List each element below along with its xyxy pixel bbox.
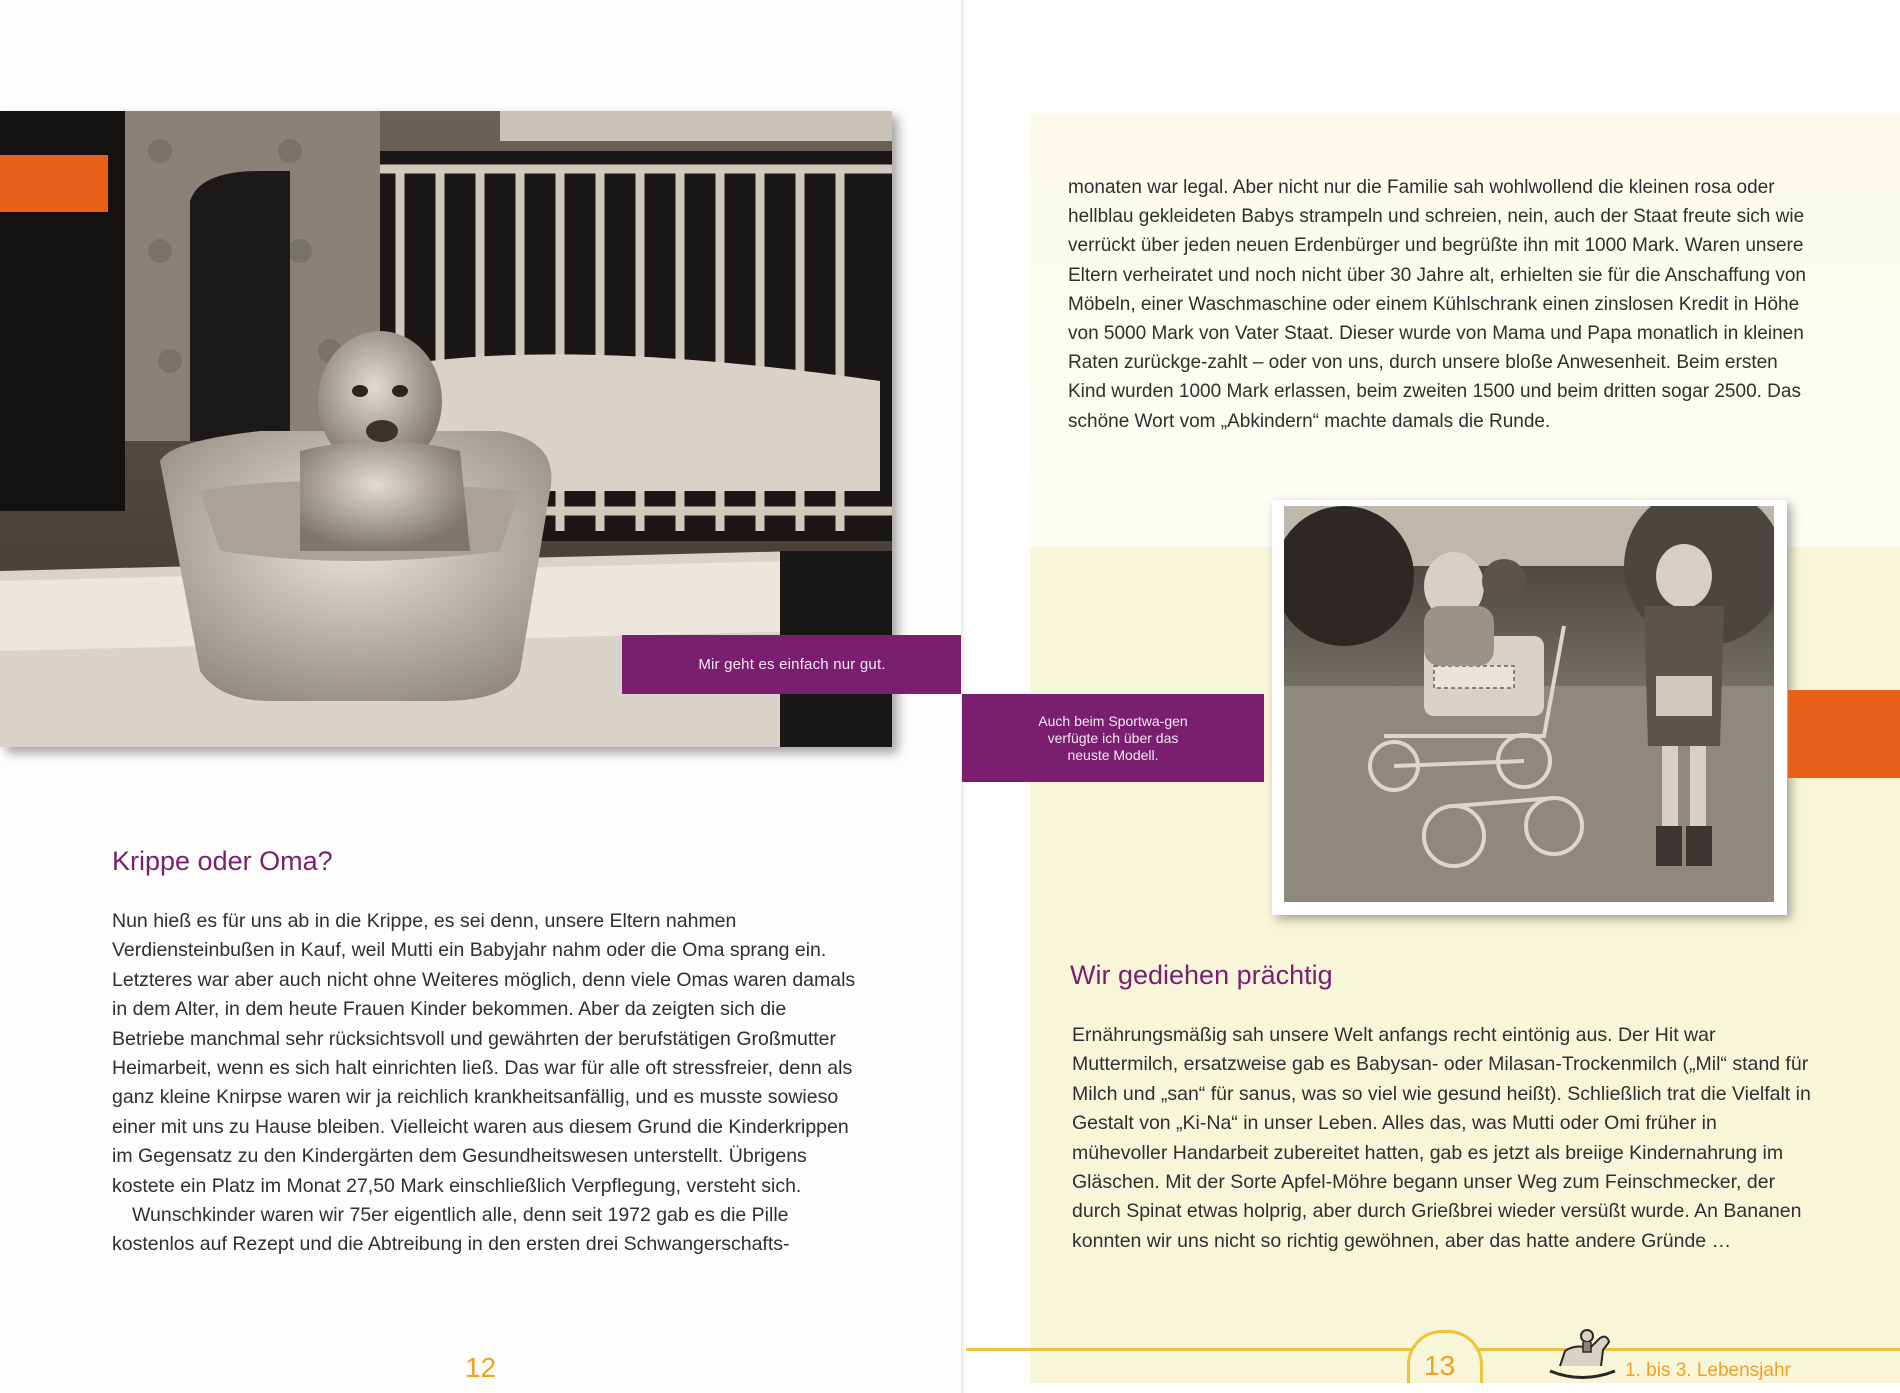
stroller-photo-frame [1272, 500, 1787, 915]
photo-caption-left [622, 635, 962, 694]
rocking-horse-icon [1545, 1326, 1620, 1381]
right-intro-text [1068, 173, 1816, 436]
page-number-left: 12 [465, 1352, 497, 1383]
photo-caption-right-text: Auch beim Sportwa-gen verfügte ich über das neuste Modell. [1038, 712, 1188, 763]
photo-caption-right [962, 694, 1264, 782]
photo-caption-left-text: Mir geht es einfach nur gut. [698, 656, 886, 673]
orange-accent-tab-right [1788, 690, 1900, 778]
right-intro-paragraph: monaten war legal. Aber nicht nur die Familie sah wohlwollend die kleinen rosa oder hellblau gekleideten Babys strampeln und schreien, nein, auch der Staat freute sich wie verrückt über jeden neuen Erdenbürger und begrüßte ihn mit 1000 Mark. Waren unsere Eltern verheiratet und noch nicht über 30 Jahre alt, erhielten sie für die Anschaffung von Möbeln, einer Waschmaschine oder einem Kühlschrank einen zinslosen Kredit in Höhe von 5000 Mark von Vater Staat. Dieser wurde von Mama und Papa monatlich in kleinen Raten zurückge-zahlt – oder von uns, durch unsere bloße Anwesenheit. Beim ersten Kind wurden 1000 Mark erlassen, beim zweiten 1500 und beim dritten sogar 2500. Das schöne Wort vom „Abkindern“ machte damals die Runde. [1068, 177, 1806, 432]
right-paragraph: Ernährungsmäßig sah unsere Welt anfangs recht eintönig aus. Der Hit war Muttermilch, ersatzweise gab es Babysan- oder Milasan-Trockenmilch („Mil“ stand für Milch und „san“ für sanus, was so viel wie gesund heißt). Schließlich trat die Vielfalt in Gestalt von „Ki-Na“ in unser Leben. Alles das, was Mutti oder Omi früher in mühevoller Handarbeit zubereitet hatten, gab es jetzt als breiige Kindernahrung im Gläschen. Mit der Sorte Apfel-Möhre begann unser Weg zum Feinschmecker, der durch Spinat etwas holprig, aber durch Grießbrei wieder versüßt wurde. An Bananen konnten wir uns nicht so richtig gewöhnen, aber das hatte andere Gründe … [1072, 1024, 1811, 1252]
orange-accent-tab [0, 155, 108, 212]
left-paragraph-2: Wunschkinder waren wir 75er eigentlich alle, denn seit 1972 gab es die Pille kostenlos auf Rezept und die Abtreibung in den ersten drei Schwangerschafts- [112, 1204, 790, 1256]
section-heading-krippe: Krippe oder Oma? [112, 846, 333, 876]
left-paragraph-1: Nun hieß es für uns ab in die Krippe, es sei denn, unsere Eltern nahmen Verdiensteinbußen in Kauf, weil Mutti ein Babyjahr nahm oder die Oma sprang ein. Letzteres war aber auch nicht ohne Weiteres möglich, denn viele Omas waren damals in dem Alter, in dem heute Frauen Kinder bekommen. Aber da zeigten sich die Betriebe manchmal sehr rücksichtsvoll und gewährten der berufstätigen Großmutter Heimarbeit, wenn es sich halt einrichten ließ. Das war für alle oft stressfreier, denn als ganz kleine Knirpse waren wir ja reichlich krankheitsanfällig, und es musste sowieso einer mit uns zu Hause bleiben. Vielleicht waren aus diesem Grund die Kinderkrippen im Gegensatz zu den Kindergärten dem Gesundheitswesen unterstellt. Übrigens kostete ein Platz im Monat 27,50 Mark einschließlich Verpflegung, versteht sich. [112, 910, 856, 1197]
left-body-text [112, 907, 857, 1260]
page-number-right: 13 [1424, 1350, 1456, 1381]
stroller-photo [1284, 506, 1774, 902]
section-label: 1. bis 3. Lebensjahr [1625, 1360, 1791, 1381]
section-heading-gediehen: Wir gediehen prächtig [1070, 960, 1333, 990]
right-body-text [1072, 1021, 1812, 1256]
